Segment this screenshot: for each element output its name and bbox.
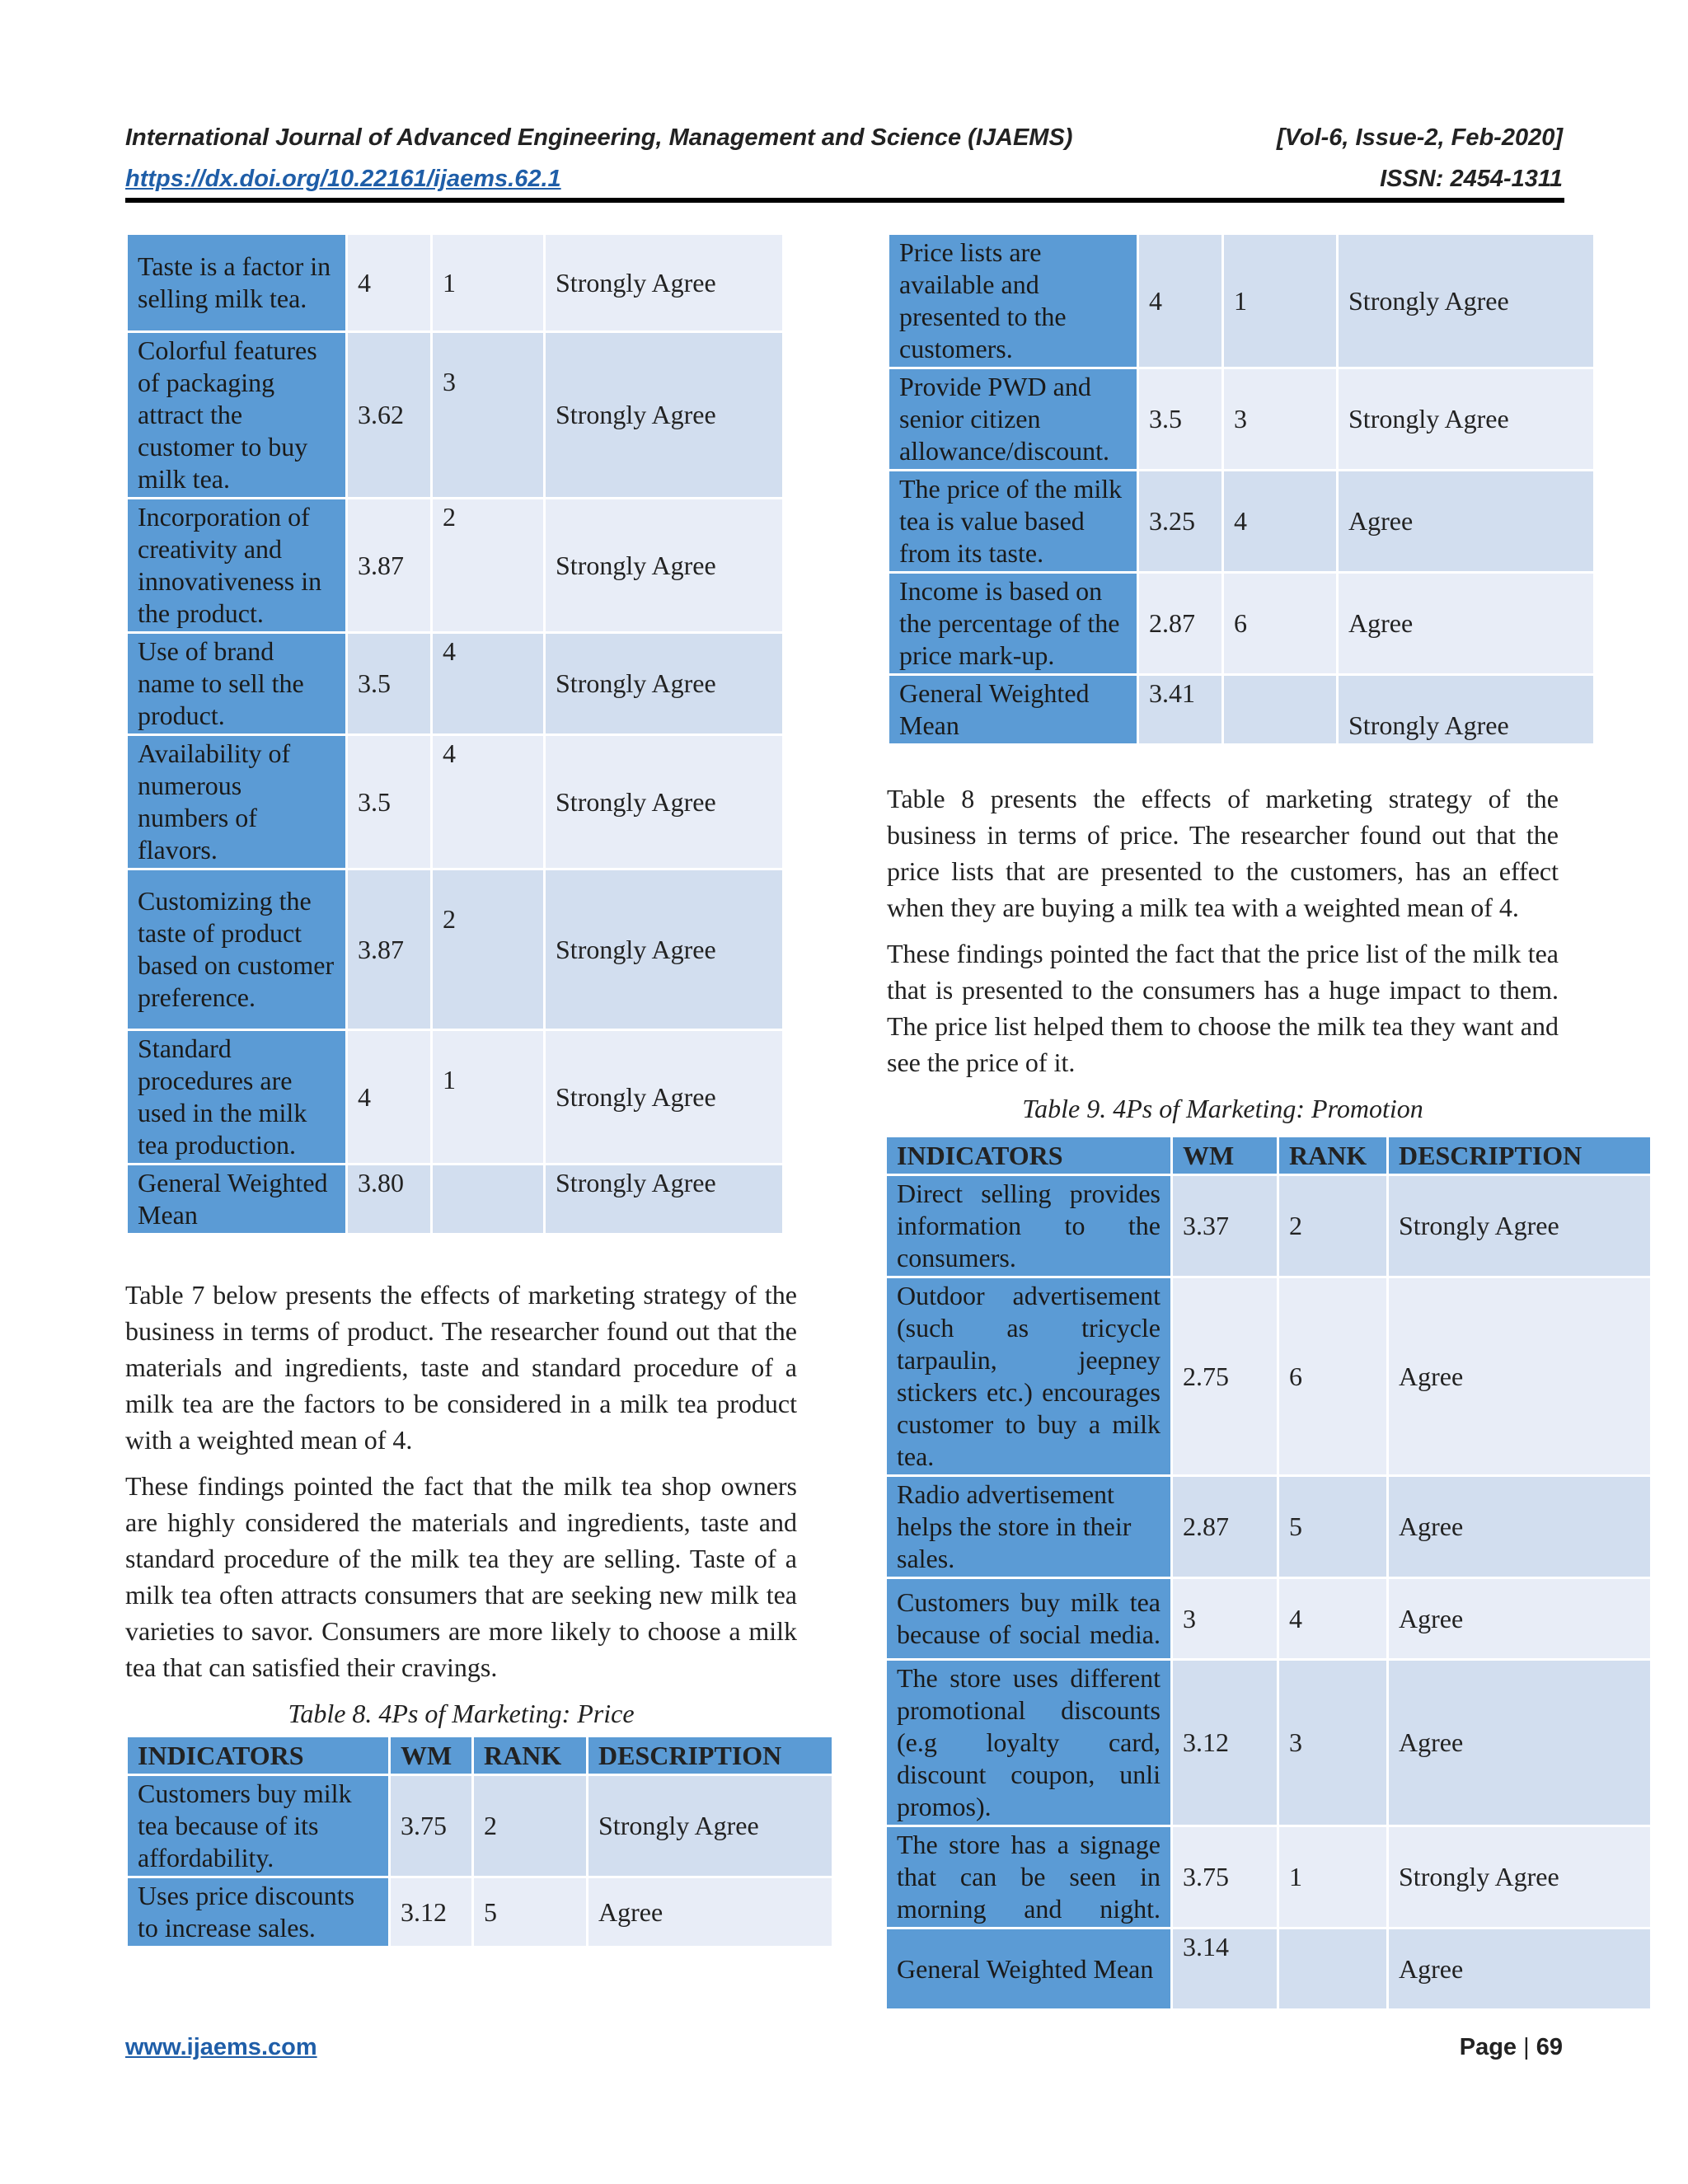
page-number: 69 xyxy=(1536,2034,1563,2060)
indicator-cell: Standard procedures are used in the milk tea production. xyxy=(128,1031,345,1163)
wm-cell: 3.5 xyxy=(1139,369,1221,469)
header-rank: RANK xyxy=(1279,1137,1386,1174)
indicator-cell: General Weighted Mean xyxy=(128,1165,345,1233)
table-row xyxy=(887,1827,1650,1927)
header-rule xyxy=(125,198,1564,203)
paragraph: These findings pointed the fact that the milk tea shop owners are highly considered the materials and ingredients, taste and standard procedure of the milk tea they are selling. Taste of a milk tea often attracts consumers that are seeking new milk tea varieties to savor. Consumers are more likely to choose a milk tea that can satisfied their cravings. xyxy=(125,1471,797,1682)
desc-cell: Strongly Agree xyxy=(1339,369,1593,469)
desc-cell: Strongly Agree xyxy=(546,235,782,330)
rank-cell: 1 xyxy=(1279,1827,1386,1927)
indicator-cell: Colorful features of packaging attract the customer to buy milk tea. xyxy=(128,333,345,497)
indicator-cell: Price lists are available and presented to the customers. xyxy=(889,235,1137,367)
header-indicators: INDICATORS xyxy=(887,1137,1170,1174)
wm-cell: 3.62 xyxy=(348,333,430,497)
volume-info: [Vol-6, Issue-2, Feb-2020] xyxy=(1276,124,1563,151)
wm-cell: 3.12 xyxy=(1173,1661,1277,1825)
wm-cell: 3.5 xyxy=(348,634,430,733)
indicator-cell: The store has a signage that can be seen in morning and night. xyxy=(887,1827,1170,1927)
wm-cell: 3.12 xyxy=(391,1878,471,1946)
table7-continued xyxy=(125,232,785,1235)
wm-cell: 3.14 xyxy=(1173,1929,1277,2008)
rank-cell: 2 xyxy=(433,499,543,631)
desc-cell: Strongly Agree xyxy=(546,1031,782,1163)
page-separator: | xyxy=(1523,2034,1530,2060)
issn: ISSN: 2454-1311 xyxy=(1380,166,1563,192)
desc-cell: Agree xyxy=(1389,1929,1650,2008)
wm-cell: 3.25 xyxy=(1139,471,1221,571)
paragraph: These findings pointed the fact that the price list of the milk tea that is presented to the consumers has a huge impact to them. The price list helped them to choose the milk tea they want and see the price of it. xyxy=(887,939,1559,1077)
wm-cell: 3.80 xyxy=(348,1165,430,1233)
desc-cell: Strongly Agree xyxy=(1339,235,1593,367)
table-row xyxy=(887,1579,1650,1658)
right-column xyxy=(887,232,1637,2011)
table-row xyxy=(128,1031,782,1163)
page-number-block xyxy=(1460,2034,1563,2061)
page-header xyxy=(125,117,1563,199)
wm-cell: 2.87 xyxy=(1173,1477,1277,1577)
table-row xyxy=(128,499,782,631)
table-row xyxy=(889,676,1593,743)
table-row xyxy=(128,634,782,733)
table-header-row xyxy=(128,1737,832,1774)
rank-cell: 6 xyxy=(1224,574,1336,673)
header-wm: WM xyxy=(391,1737,471,1774)
desc-cell: Strongly Agree xyxy=(546,870,782,1029)
wm-cell: 4 xyxy=(1139,235,1221,367)
indicator-cell: General Weighted Mean xyxy=(889,676,1137,743)
wm-cell: 3.37 xyxy=(1173,1176,1277,1276)
desc-cell: Strongly Agree xyxy=(546,333,782,497)
indicator-cell: General Weighted Mean xyxy=(887,1929,1170,2008)
table-row xyxy=(889,369,1593,469)
desc-cell: Agree xyxy=(1389,1278,1650,1474)
indicator-cell: Direct selling provides information to the consumers. xyxy=(887,1176,1170,1276)
table-row xyxy=(887,1477,1650,1577)
desc-cell: Strongly Agree xyxy=(1389,1176,1650,1276)
desc-cell: Strongly Agree xyxy=(1389,1827,1650,1927)
left-column xyxy=(125,232,801,1948)
table-row xyxy=(128,1776,832,1876)
page-footer xyxy=(125,2034,1563,2061)
indicator-cell: Customers buy milk tea because of its affordability. xyxy=(128,1776,388,1876)
journal-title: International Journal of Advanced Engineering, Management and Science (IJAEMS) xyxy=(125,124,1073,151)
desc-cell: Strongly Agree xyxy=(1339,676,1593,743)
wm-cell: 3.87 xyxy=(348,870,430,1029)
desc-cell: Agree xyxy=(588,1878,832,1946)
desc-cell: Agree xyxy=(1339,471,1593,571)
wm-cell: 3 xyxy=(1173,1579,1277,1658)
wm-cell: 3.5 xyxy=(348,736,430,868)
wm-cell: 3.75 xyxy=(391,1776,471,1876)
wm-cell: 3.41 xyxy=(1139,676,1221,743)
wm-cell: 2.75 xyxy=(1173,1278,1277,1474)
desc-cell: Agree xyxy=(1389,1579,1650,1658)
paragraph: Table 8 presents the effects of marketing strategy of the business in terms of price. The researcher found out that the price lists that are presented to the customers, has an effect when they are buying a milk tea with a weighted mean of 4. xyxy=(887,784,1559,922)
indicator-cell: Use of brand name to sell the product. xyxy=(128,634,345,733)
rank-cell: 1 xyxy=(433,1031,543,1163)
wm-cell: 3.87 xyxy=(348,499,430,631)
rank-cell: 1 xyxy=(1224,235,1336,367)
header-description: DESCRIPTION xyxy=(1389,1137,1650,1174)
table-row xyxy=(889,471,1593,571)
rank-cell xyxy=(433,1165,543,1233)
desc-cell: Strongly Agree xyxy=(546,499,782,631)
table-row xyxy=(889,235,1593,367)
paragraph: Table 7 below presents the effects of marketing strategy of the business in terms of product. The researcher found out that the materials and ingredients, taste and standard procedure of a milk tea are the factors to be considered in a milk tea product with a weighted mean of 4. xyxy=(125,1280,797,1455)
rank-cell: 2 xyxy=(433,870,543,1029)
table-row xyxy=(887,1278,1650,1474)
indicator-cell: Incorporation of creativity and innovativeness in the product. xyxy=(128,499,345,631)
table8-continued xyxy=(887,232,1596,746)
desc-cell: Strongly Agree xyxy=(546,1165,782,1233)
rank-cell: 4 xyxy=(433,736,543,868)
rank-cell: 4 xyxy=(1224,471,1336,571)
page-label: Page xyxy=(1459,2034,1517,2060)
rank-cell: 3 xyxy=(1279,1661,1386,1825)
header-rank: RANK xyxy=(474,1737,586,1774)
doi-link[interactable]: https://dx.doi.org/10.22161/ijaems.62.1 xyxy=(125,166,561,192)
header-wm: WM xyxy=(1173,1137,1277,1174)
website-link[interactable]: www.ijaems.com xyxy=(125,2034,317,2060)
rank-cell: 6 xyxy=(1279,1278,1386,1474)
rank-cell xyxy=(1224,676,1336,743)
table-row xyxy=(887,1929,1650,2008)
rank-cell: 2 xyxy=(474,1776,586,1876)
rank-cell: 4 xyxy=(1279,1579,1386,1658)
desc-cell: Strongly Agree xyxy=(588,1776,832,1876)
table8-caption: Table 8. 4Ps of Marketing: Price xyxy=(288,1699,635,1728)
table9-caption: Table 9. 4Ps of Marketing: Promotion xyxy=(1022,1094,1423,1123)
indicator-cell: Provide PWD and senior citizen allowance/discount. xyxy=(889,369,1137,469)
header-description: DESCRIPTION xyxy=(588,1737,832,1774)
indicator-cell: The price of the milk tea is value based from its taste. xyxy=(889,471,1137,571)
rank-cell: 3 xyxy=(1224,369,1336,469)
table9 xyxy=(884,1135,1653,2011)
table-row xyxy=(128,870,782,1029)
wm-cell: 2.87 xyxy=(1139,574,1221,673)
indicator-cell: Outdoor advertisement (such as tricycle tarpaulin, jeepney stickers etc.) encourages customer to buy a milk tea. xyxy=(887,1278,1170,1474)
rank-cell: 4 xyxy=(433,634,543,733)
header-indicators: INDICATORS xyxy=(128,1737,388,1774)
indicator-cell: Taste is a factor in selling milk tea. xyxy=(128,235,345,330)
wm-cell: 4 xyxy=(348,235,430,330)
desc-cell: Strongly Agree xyxy=(546,634,782,733)
wm-cell: 3.75 xyxy=(1173,1827,1277,1927)
table8 xyxy=(125,1735,834,1948)
table-row xyxy=(887,1661,1650,1825)
rank-cell: 1 xyxy=(433,235,543,330)
table-row xyxy=(128,736,782,868)
wm-cell: 4 xyxy=(348,1031,430,1163)
indicator-cell: Uses price discounts to increase sales. xyxy=(128,1878,388,1946)
table-row xyxy=(887,1176,1650,1276)
table-row xyxy=(128,1878,832,1946)
table-row xyxy=(128,1165,782,1233)
desc-cell: Agree xyxy=(1389,1661,1650,1825)
rank-cell: 2 xyxy=(1279,1176,1386,1276)
table-row xyxy=(889,574,1593,673)
indicator-cell: Customers buy milk tea because of social media. xyxy=(887,1579,1170,1658)
rank-cell: 5 xyxy=(474,1878,586,1946)
rank-cell: 5 xyxy=(1279,1477,1386,1577)
rank-cell xyxy=(1279,1929,1386,2008)
table-row xyxy=(128,333,782,497)
rank-cell: 3 xyxy=(433,333,543,497)
indicator-cell: Radio advertisement helps the store in their sales. xyxy=(887,1477,1170,1577)
table-header-row xyxy=(887,1137,1650,1174)
indicator-cell: Customizing the taste of product based on customer preference. xyxy=(128,870,345,1029)
indicator-cell: The store uses different promotional discounts (e.g loyalty card, discount coupon, unli promos). xyxy=(887,1661,1170,1825)
indicator-cell: Income is based on the percentage of the price mark-up. xyxy=(889,574,1137,673)
table-row xyxy=(128,235,782,330)
indicator-cell: Availability of numerous numbers of flavors. xyxy=(128,736,345,868)
desc-cell: Agree xyxy=(1339,574,1593,673)
desc-cell: Agree xyxy=(1389,1477,1650,1577)
desc-cell: Strongly Agree xyxy=(546,736,782,868)
